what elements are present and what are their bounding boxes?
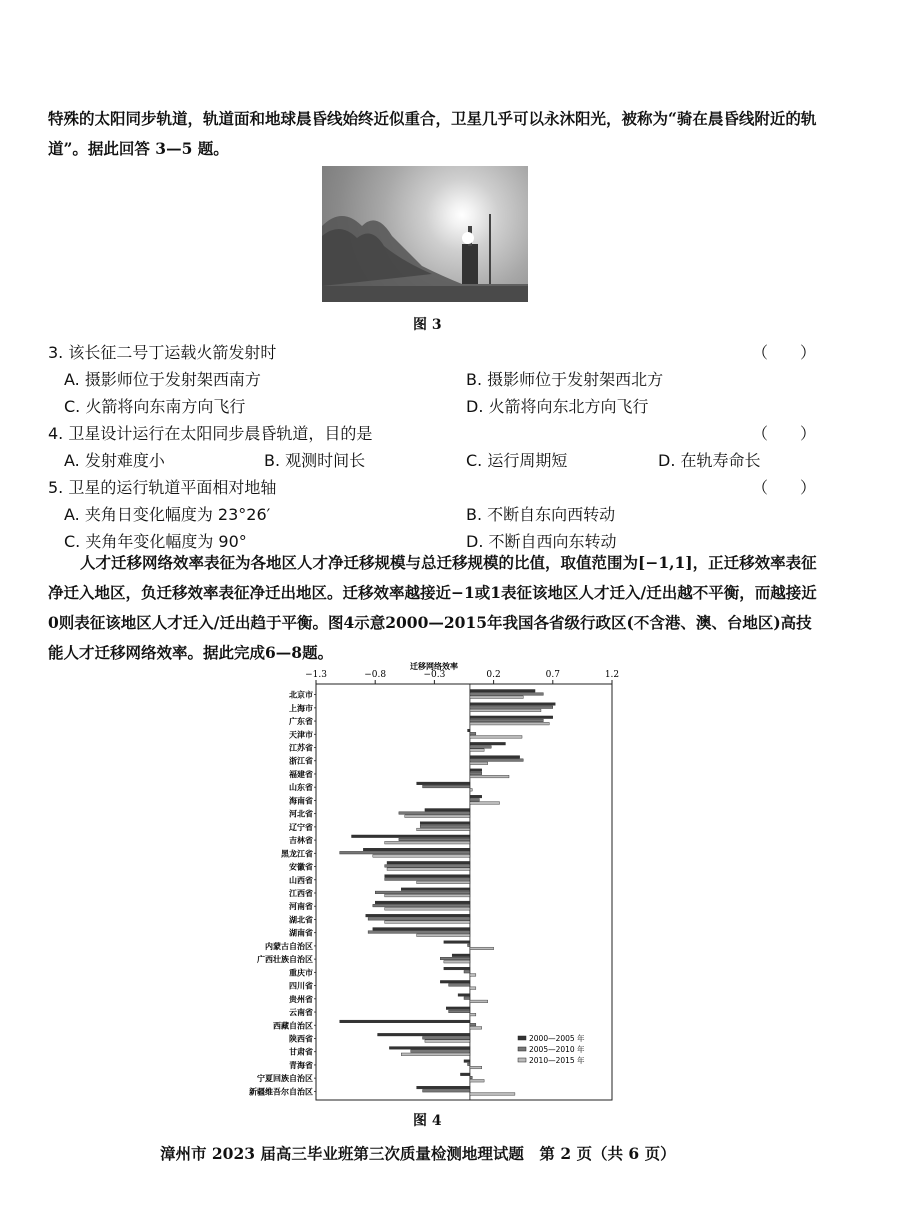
bar: [470, 722, 549, 725]
legend-label: 2010—2015 年: [529, 1056, 585, 1065]
category-label: 新疆维吾尔自治区: [249, 1087, 313, 1097]
question-5-answer-blank: （ ）: [752, 478, 817, 497]
bar: [389, 1047, 470, 1050]
bar: [470, 769, 482, 772]
category-label: 海南省: [289, 796, 313, 806]
x-tick-label: −1.3: [305, 670, 327, 680]
bar: [470, 1027, 482, 1030]
bar: [460, 1073, 469, 1076]
bar: [470, 974, 476, 977]
bar: [417, 1086, 470, 1089]
bar: [470, 693, 543, 696]
category-label: 福建省: [289, 769, 313, 779]
category-label: 广西壮族自治区: [257, 955, 313, 965]
bar: [366, 914, 470, 917]
category-label: 上海市: [289, 703, 313, 713]
bar: [425, 1040, 470, 1043]
question-3-stem: 3. 该长征二号丁运载火箭发射时: [48, 343, 277, 362]
question-5-stem: 5. 卫星的运行轨道平面相对地轴: [48, 478, 277, 497]
intro-paragraph-1: 特殊的太阳同步轨道，轨道面和地球晨昏线始终近似重合，卫星几乎可以永沐阳光，被称为“骑在晨昏线附近的轨道”。据此回答 3—5 题。: [48, 109, 817, 158]
bar: [446, 1007, 470, 1010]
category-label: 江西省: [289, 889, 313, 898]
bar: [440, 980, 470, 983]
legend-label: 2000—2005 年: [529, 1034, 585, 1043]
bar: [470, 709, 541, 712]
bar: [340, 1020, 470, 1023]
category-label: 天津市: [289, 730, 313, 740]
category-label: 贵州省: [289, 994, 313, 1004]
bar: [373, 904, 470, 907]
bar: [440, 957, 470, 960]
category-label: 重庆市: [289, 968, 313, 978]
bar: [470, 772, 482, 775]
bar: [458, 994, 470, 997]
bar: [464, 970, 470, 973]
bar: [420, 825, 470, 828]
category-label: 湖南省: [289, 928, 313, 938]
bar: [470, 1076, 472, 1079]
bar: [385, 878, 470, 881]
figure-3-caption: 图 3: [413, 317, 442, 333]
bar: [470, 719, 543, 722]
migration-efficiency-chart: [236, 660, 620, 1105]
question-3-option-c: C. 火箭将向东南方向飞行: [64, 397, 246, 416]
bar: [385, 921, 470, 924]
bar: [375, 901, 470, 904]
bar: [375, 891, 470, 894]
bar: [470, 742, 506, 745]
category-label: 安徽省: [289, 862, 313, 872]
bar: [387, 868, 470, 871]
bar: [452, 954, 470, 957]
bar: [399, 838, 470, 841]
question-3-option-d: D. 火箭将向东北方向飞行: [466, 397, 649, 416]
category-label: 云南省: [289, 1008, 313, 1018]
question-4-stem: 4. 卫星设计运行在太阳同步晨昏轨道，目的是: [48, 424, 373, 443]
bar: [378, 1033, 470, 1036]
category-label: 青海省: [289, 1060, 313, 1070]
bar: [449, 984, 470, 987]
bar: [470, 775, 509, 778]
bar: [405, 815, 470, 818]
bar: [387, 861, 470, 864]
bar: [373, 855, 470, 858]
category-label: 内蒙古自治区: [265, 941, 313, 951]
category-label: 浙江省: [289, 756, 313, 766]
x-tick-label: 0.7: [545, 670, 560, 680]
bar: [464, 1060, 470, 1063]
category-label: 江苏省: [289, 743, 313, 753]
bar: [468, 729, 470, 732]
bar: [385, 875, 470, 878]
category-label: 山西省: [289, 875, 313, 885]
category-label: 吉林省: [289, 836, 313, 846]
bar: [373, 928, 470, 931]
bar: [352, 835, 470, 838]
question-3-option-a: A. 摄影师位于发射架西南方: [64, 370, 261, 389]
bar: [470, 1066, 482, 1069]
bar: [399, 812, 470, 815]
bar: [470, 795, 482, 798]
question-3-option-b: B. 摄影师位于发射架西北方: [466, 370, 664, 389]
bar: [468, 944, 470, 947]
question-4-option-b: B. 观测时间长: [264, 451, 366, 470]
bar: [425, 809, 470, 812]
bar: [449, 1010, 470, 1013]
bar: [417, 782, 470, 785]
bar: [368, 918, 470, 921]
bar: [470, 1093, 515, 1096]
intro-paragraph-2: 人才迁移网络效率表征为各地区人才净迁移规模与总迁移规模的比值，取值范围为[−1,1]，正迁移效率表征净迁入地区，负迁移效率表征净迁出地区。迁移效率越接近−1或1表征该地区人才迁入/迁出越不平衡，而越接近0则表征该地区人才迁入/迁出趋于平衡。图4示意2000—2015年我国各省级行政区(不含港、澳、台地区)高技能人才迁移网络效率。据此完成6—8题。: [48, 553, 817, 662]
question-5-option-c: C. 夹角年变化幅度为 90°: [64, 532, 247, 551]
question-5-option-b: B. 不断自东向西转动: [466, 505, 616, 524]
category-label: 河北省: [289, 809, 313, 819]
bar: [470, 749, 484, 752]
bar: [411, 1050, 470, 1053]
bar: [470, 1023, 476, 1026]
figure-4-caption: 图 4: [413, 1113, 442, 1129]
bar: [470, 716, 553, 719]
bar: [423, 1037, 470, 1040]
bar: [470, 799, 479, 802]
x-tick-label: 0.2: [486, 670, 501, 680]
question-4-answer-blank: （ ）: [752, 424, 817, 443]
bar: [420, 822, 470, 825]
bar: [368, 931, 470, 934]
bar: [363, 848, 470, 851]
bar: [470, 987, 476, 990]
category-label: 山东省: [289, 783, 313, 793]
bar: [470, 736, 522, 739]
category-label: 西藏自治区: [273, 1021, 313, 1031]
bar: [470, 802, 500, 805]
bar: [417, 881, 470, 884]
bar: [468, 1063, 470, 1066]
bar: [417, 934, 470, 937]
bar: [470, 706, 553, 709]
bar: [470, 732, 476, 735]
bar: [470, 756, 520, 759]
bar: [444, 960, 470, 963]
category-label: 湖北省: [289, 915, 313, 925]
question-5-option-a: A. 夹角日变化幅度为 23°26′: [64, 505, 271, 524]
bar: [470, 788, 472, 791]
category-label: 四川省: [289, 981, 313, 991]
category-label: 甘肃省: [289, 1047, 313, 1057]
bar: [470, 1013, 476, 1016]
bar: [470, 1000, 488, 1003]
bar: [385, 865, 470, 868]
legend-swatch: [518, 1058, 526, 1062]
bar: [470, 1079, 484, 1082]
question-5-option-d: D. 不断自西向东转动: [466, 532, 617, 551]
bar: [470, 762, 488, 765]
bar: [470, 703, 555, 706]
category-label: 陕西省: [289, 1034, 313, 1044]
legend-swatch: [518, 1047, 526, 1051]
x-tick-label: −0.3: [423, 670, 446, 680]
x-tick-label: −0.8: [364, 670, 387, 680]
bar: [385, 841, 470, 844]
bar: [385, 894, 470, 897]
category-label: 北京市: [289, 690, 313, 700]
bar: [385, 908, 470, 911]
bar: [444, 967, 470, 970]
bar: [401, 888, 470, 891]
bar: [423, 785, 470, 788]
bar: [470, 759, 523, 762]
legend-swatch: [518, 1036, 526, 1040]
question-4-option-a: A. 发射难度小: [64, 451, 165, 470]
question-4-option-d: D. 在轨寿命长: [658, 451, 761, 470]
question-3-answer-blank: （ ）: [752, 343, 817, 362]
bar: [423, 1089, 470, 1092]
bar: [470, 690, 535, 693]
legend-label: 2005—2010 年: [529, 1045, 585, 1054]
x-tick-label: 1.2: [604, 670, 620, 680]
page-footer: 漳州市 2023 届高三毕业班第三次质量检测地理试题 第 2 页（共 6 页）: [160, 1144, 676, 1163]
bar: [470, 746, 491, 749]
bar: [417, 828, 470, 831]
category-label: 广东省: [289, 717, 313, 727]
bar: [464, 997, 470, 1000]
bar: [444, 941, 470, 944]
rocket-launch-photo: [322, 166, 528, 302]
bar: [470, 947, 494, 950]
bar: [401, 1053, 470, 1056]
category-label: 黑龙江省: [281, 849, 313, 859]
question-4-option-c: C. 运行周期短: [466, 451, 568, 470]
category-label: 河南省: [289, 902, 313, 912]
bar: [340, 851, 470, 854]
bar: [470, 696, 523, 699]
category-label: 宁夏回族自治区: [257, 1074, 313, 1084]
category-label: 辽宁省: [289, 822, 313, 832]
chart-title: 迁移网络效率: [410, 662, 458, 671]
